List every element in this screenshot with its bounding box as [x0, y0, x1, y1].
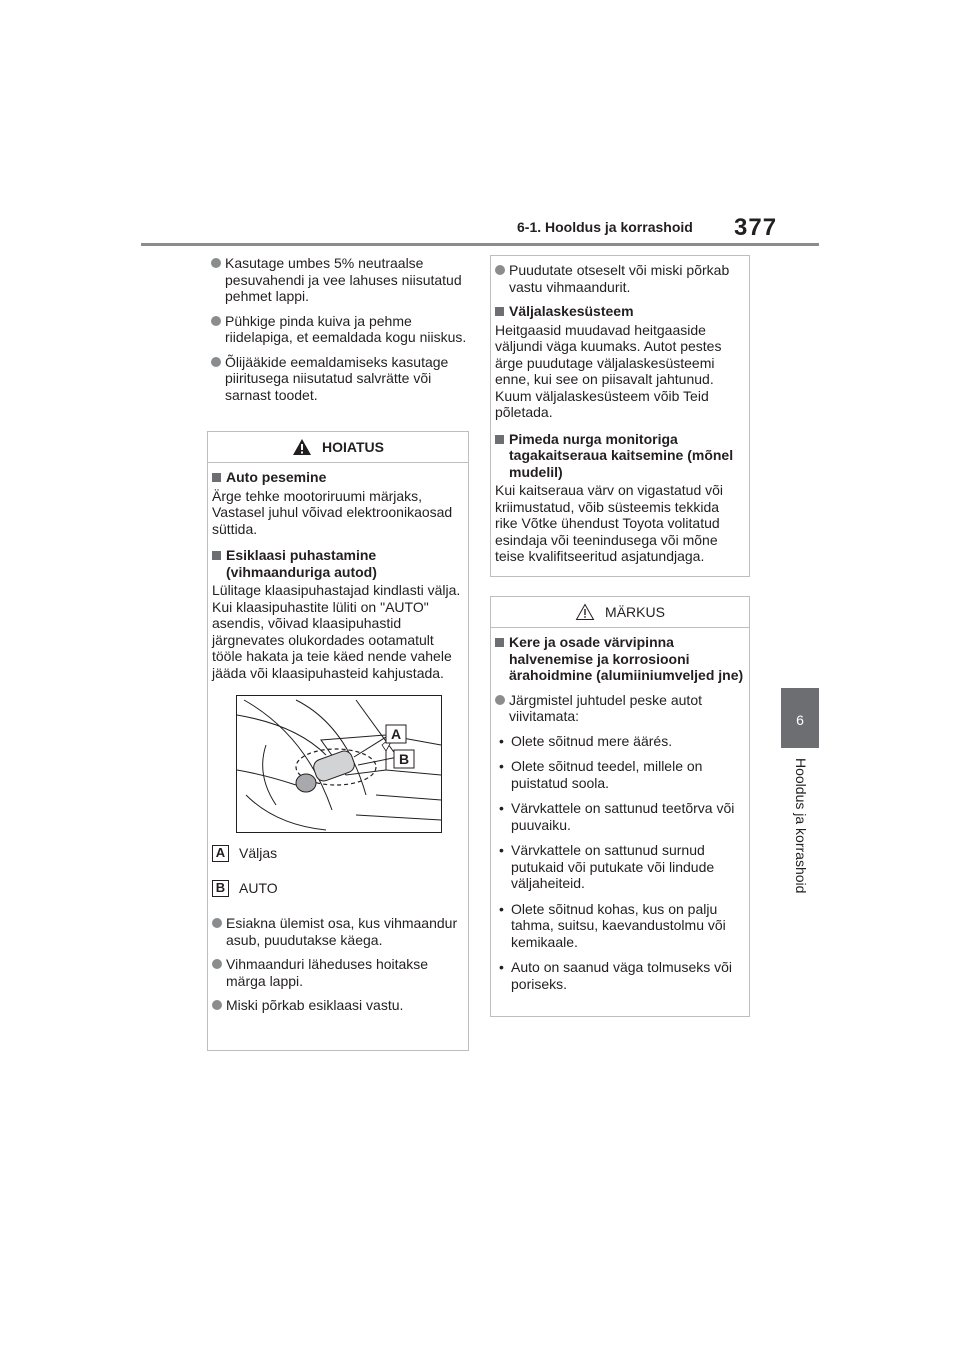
label-a-text: Väljas — [239, 845, 278, 862]
label-b-text: AUTO — [239, 880, 278, 897]
callout-a: A — [390, 726, 402, 742]
warning-text: Ärge tehke mootoriruumi märjaks, Vastasel juhul võivad elektroonikaosad süttida. — [212, 487, 453, 537]
warning-box — [207, 431, 469, 1051]
warning-title: HOIATUS — [322, 438, 384, 455]
warning-box-continued — [490, 255, 750, 577]
notice-heading: Kere ja osade värvipinna halvenemise ja korrosiooni ärahoidmine (alumiiniumveljed jne) — [495, 634, 745, 684]
bullet-dot-icon — [211, 357, 221, 367]
square-bullet-icon — [495, 307, 504, 316]
list-item: • Auto on saanud väga tolmuseks või poriseks. — [499, 959, 733, 992]
notice-title: MÄRKUS — [605, 603, 665, 620]
bullet-dot-icon — [211, 316, 221, 326]
notice-header — [491, 597, 749, 628]
label-b-key: B — [212, 880, 229, 897]
callout-b: B — [398, 751, 410, 767]
warning-heading: Pimeda nurga monitoriga tagakaitseraua kaitsemine (mõnel mudelil) — [495, 431, 745, 481]
bullet-dot-icon — [495, 695, 505, 705]
bullet-dot-icon — [495, 265, 505, 275]
label-b — [212, 880, 464, 897]
square-bullet-icon — [212, 551, 221, 560]
list-item: • Värvkattele on sattunud surnud putukaid või putukate või lindude väljaheiteid. — [499, 842, 715, 891]
list-item: Esiakna ülemist osa, kus vihmaandur asub, puudutakse käega. — [212, 915, 464, 948]
wiper-switch-illustration — [236, 695, 442, 833]
chapter-number: 6 — [796, 712, 804, 728]
list-item: Õlijääkide eemaldamiseks kasutage piiritusega niisutatud salvrätte või sarnast toodet. — [211, 354, 469, 404]
list-item: Kasutage umbes 5% neutraalse pesuvahendi ja vee lahuses niisutatud pehmet lappi. — [211, 255, 469, 305]
page-number: 377 — [734, 214, 778, 241]
warning-triangle-icon — [292, 438, 312, 456]
bullet-dot-icon — [212, 918, 222, 928]
list-item: • Olete sõitnud mere äärés. — [499, 732, 673, 749]
square-bullet-icon — [495, 435, 504, 444]
bullet-dot-icon — [212, 1000, 222, 1010]
section-title: 6-1. Hooldus ja korrashoid — [517, 219, 693, 235]
list-item: Vihmaanduri läheduses hoitakse märga lappi. — [212, 956, 464, 989]
left-intro-list — [211, 255, 469, 411]
bullet-dot-icon — [212, 959, 222, 969]
list-item: • Värvkattele on sattunud teetõrva või puuvaiku. — [499, 800, 735, 833]
list-item: Pühkige pinda kuiva ja pehme riidelapiga, et eemaldada kogu niiskus. — [211, 313, 469, 346]
warning-heading: Väljalaskesüsteem — [495, 303, 745, 320]
list-item: Miski põrkab esiklaasi vastu. — [212, 997, 464, 1014]
caution-triangle-icon — [575, 603, 595, 621]
list-item: • Olete sõitnud teedel, millele on puistatud soola. — [499, 758, 703, 791]
square-bullet-icon — [212, 473, 221, 482]
warning-heading: Auto pesemine — [212, 469, 464, 486]
list-item: Järgmistel juhtudel peske autot viivitamata: — [495, 692, 745, 725]
warning-text: Kui kaitseraua värv on vigastatud või kriimustatud, võib süsteemis tekkida rike Võtke ühendust Toyota volitatud esindaja või teenindusega või mõne teise kvalifitseeritud asjatundjaga. — [495, 482, 724, 564]
label-a — [212, 845, 464, 862]
notice-box — [490, 596, 750, 1017]
warning-text: Lülitage klaasipuhastajad kindlasti välja. Kui klaasipuhastite lüliti on "AUTO" asendis, võivad klaasipuhastid järgnevates olukordades ootamatult tööle hakata ja teie käed nende vahele jääda või klaasipuhasteid kahjustada. — [212, 582, 461, 681]
warning-heading: Esiklaasi puhastamine (vihmaanduriga autod) — [212, 547, 464, 580]
square-bullet-icon — [495, 638, 504, 647]
header-rule — [141, 243, 819, 246]
chapter-label-text: Hooldus ja korrashoid — [793, 758, 809, 894]
warning-text: Heitgaasid muudavad heitgaaside väljundi väga kuumaks. Autot pestes ärge puudutage väljalaskesüsteemi enne, kui see on piisavalt jahtunud. Kuum väljalaskesüsteem võib Teid põletada. — [495, 321, 722, 420]
label-a-key: A — [212, 845, 229, 862]
list-item: • Olete sõitnud kohas, kus on palju tahma, suitsu, kaevandustolmu või kemikaale. — [499, 900, 726, 950]
list-item: Puudutate otseselt või miski põrkab vastu vihmaandurit. — [495, 262, 745, 295]
warning-header — [208, 432, 468, 463]
chapter-label — [785, 758, 813, 918]
bullet-dot-icon — [211, 258, 221, 268]
